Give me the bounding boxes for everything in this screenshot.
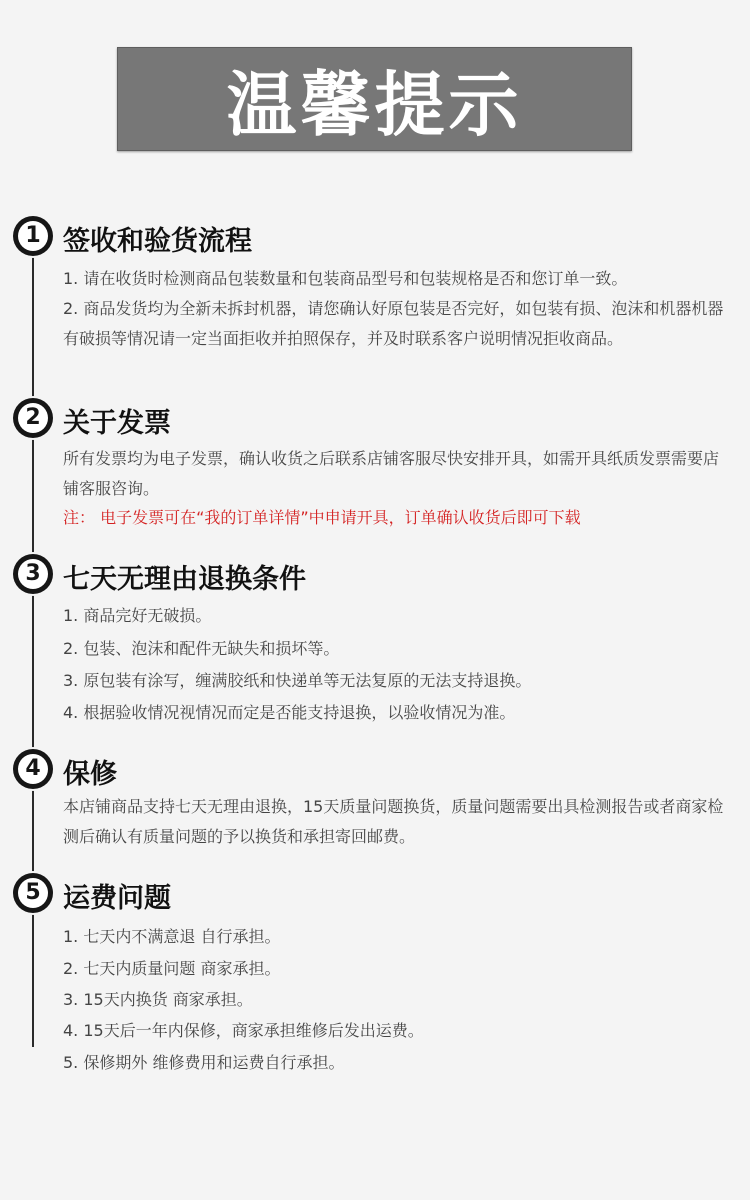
section-2-heading: 关于发票 xyxy=(63,408,171,439)
section-3-item-1: 1. 商品完好无破损。 xyxy=(63,606,212,625)
section-5-heading: 运费问题 xyxy=(63,883,171,914)
section-4-heading: 保修 xyxy=(63,759,117,790)
step-4-badge xyxy=(13,749,53,789)
step-2-badge xyxy=(13,398,53,438)
step-2-number: 2 xyxy=(18,403,48,433)
section-3-item-2: 2. 包装、泡沫和配件无缺失和损坏等。 xyxy=(63,639,340,658)
section-5-item-2: 2. 七天内质量问题 商家承担。 xyxy=(63,959,281,978)
section-3-heading: 七天无理由退换条件 xyxy=(63,564,306,595)
section-5-item-1: 1. 七天内不满意退 自行承担。 xyxy=(63,927,281,946)
section-1-heading: 签收和验货流程 xyxy=(63,226,252,257)
section-3-item-3: 3. 原包装有涂写，缠满胶纸和快递单等无法复原的无法支持退换。 xyxy=(63,671,532,690)
step-1-badge xyxy=(13,216,53,256)
step-5-badge xyxy=(13,873,53,913)
banner-title: 温馨提示 xyxy=(226,63,523,146)
section-5-item-3: 3. 15天内换货 商家承担。 xyxy=(63,990,253,1009)
step-4-number: 4 xyxy=(18,754,48,784)
invoice-note: 注： 电子发票可在“我的订单详情”中申请开具，订单确认收货后即可下载 xyxy=(63,508,581,527)
section-1-item-1: 1. 请在收货时检测商品包装数量和包装商品型号和包装规格是否和您订单一致。 xyxy=(63,269,628,288)
step-1-number: 1 xyxy=(18,221,48,251)
step-5-number: 5 xyxy=(18,878,48,908)
timeline-line xyxy=(32,232,34,1047)
title-banner xyxy=(117,47,632,151)
section-1-item-2: 2. 商品发货均为全新未拆封机器，请您确认好原包装是否完好，如包装有损、泡沫和机器机器有破损等情况请一定当面拒收并拍照保存，并及时联系客户说明情况拒收商品。 xyxy=(63,299,724,348)
section-5-item-5: 5. 保修期外 维修费用和运费自行承担。 xyxy=(63,1053,345,1072)
section-2-text: 所有发票均为电子发票，确认收货之后联系店铺客服尽快安排开具，如需开具纸质发票需要店铺客服咨询。 xyxy=(63,449,720,498)
section-5-item-4: 4. 15天后一年内保修，商家承担维修后发出运费。 xyxy=(63,1021,424,1040)
section-3-item-4: 4. 根据验收情况视情况而定是否能支持退换，以验收情况为准。 xyxy=(63,703,516,722)
step-3-number: 3 xyxy=(18,559,48,589)
step-3-badge xyxy=(13,554,53,594)
section-4-text: 本店铺商品支持七天无理由退换，15天质量问题换货，质量问题需要出具检测报告或者商家检测后确认有质量问题的予以换货和承担寄回邮费。 xyxy=(63,797,724,846)
